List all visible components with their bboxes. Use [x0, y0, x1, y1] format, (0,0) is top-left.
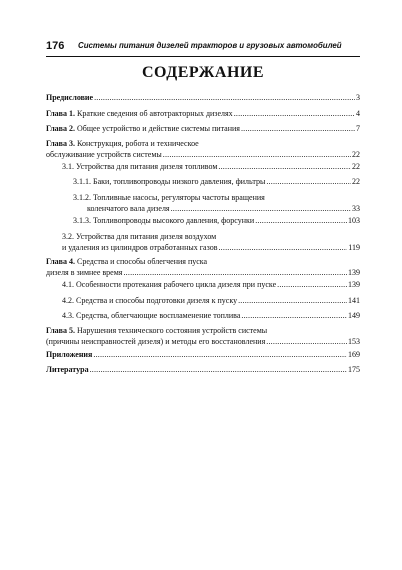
toc-text: 3.1.1. Баки, топливопроводы низкого давления, фильтры	[73, 177, 266, 186]
toc-text: 4.3. Средства, облегчающие воспламенение топлива	[62, 311, 241, 320]
toc-page: 153	[348, 337, 360, 346]
toc-page: 22	[352, 177, 360, 186]
toc-text: Нарушения технического состояния устройств системы	[77, 326, 268, 335]
toc-text: 3.1.3. Топливопроводы высокого давления, форсунки	[73, 216, 255, 225]
toc-leader	[266, 176, 351, 187]
toc-text: 4.1. Особенности протекания рабочего цикла дизеля при пуске	[62, 280, 277, 289]
toc-text-continued: коленчатого вала дизеля	[87, 204, 170, 213]
toc-page: 169	[348, 350, 360, 359]
toc-leader	[90, 364, 347, 375]
toc-entry-chapter-4	[46, 256, 360, 278]
toc-leader	[234, 108, 355, 119]
toc-entry-appendices	[46, 349, 360, 360]
toc-page: 139	[348, 268, 360, 277]
toc-label: Предисловие	[46, 93, 94, 102]
page-number: 176	[46, 40, 65, 52]
toc-page: 103	[348, 216, 360, 225]
toc-text: Средства и способы облегчения пуска	[77, 257, 208, 266]
toc-page: 7	[356, 124, 360, 133]
toc-page: 139	[348, 280, 360, 289]
toc-text: 3.1.2. Топливные насосы, регуляторы частоты вращения	[73, 193, 265, 202]
toc-page: 119	[348, 243, 360, 252]
toc-label: Глава 3.	[46, 139, 75, 148]
toc-text: 3.2. Устройства для питания дизеля воздухом	[62, 232, 217, 241]
toc-entry-section-3-1-1	[73, 176, 360, 187]
toc-leader	[218, 242, 347, 253]
toc-leader	[123, 267, 347, 278]
toc-page: 3	[356, 93, 360, 102]
toc-leader	[218, 161, 351, 172]
toc-entry-section-3-1-2	[73, 192, 360, 214]
toc-text: Краткие сведения об автотракторных дизелях	[77, 109, 233, 118]
toc-leader	[171, 203, 351, 214]
toc-leader	[241, 123, 355, 134]
toc-text-continued: и удаления из цилиндров отработанных газов	[62, 243, 218, 252]
toc-entry-section-3-1	[62, 161, 360, 172]
toc-text: Конструкция, робота и техническое	[77, 139, 199, 148]
toc-entry-preface	[46, 92, 360, 103]
toc-leader	[94, 92, 355, 103]
toc-leader	[255, 215, 347, 226]
toc-entry-section-3-1-3	[73, 215, 360, 226]
toc-text: 4.2. Средства и способы подготовки дизеля к пуску	[62, 296, 238, 305]
toc-leader	[266, 336, 347, 347]
toc-leader	[163, 149, 351, 160]
toc-entry-section-4-3	[62, 310, 360, 321]
toc-page: 175	[348, 365, 360, 374]
toc-entry-chapter-2	[46, 123, 360, 134]
toc-entry-section-4-1	[62, 279, 360, 290]
toc-page: 22	[352, 162, 360, 171]
toc-label: Глава 1.	[46, 109, 75, 118]
toc-label: Глава 2.	[46, 124, 75, 133]
toc-label: Литература	[46, 365, 89, 374]
toc-entry-section-4-2	[62, 295, 360, 306]
toc-label: Глава 5.	[46, 326, 75, 335]
toc-leader	[241, 310, 347, 321]
page-title: СОДЕРЖАНИЕ	[141, 64, 265, 81]
toc-label: Приложения	[46, 350, 93, 359]
toc-text: 3.1. Устройства для питания дизеля топливом	[62, 162, 218, 171]
toc-page: 149	[348, 311, 360, 320]
running-title: Системы питания дизелей тракторов и грузовых автомобилей	[78, 41, 342, 50]
toc-label: Глава 4.	[46, 257, 75, 266]
toc-entry-chapter-5	[46, 325, 360, 347]
toc-text: Общее устройство и действие системы питания	[77, 124, 240, 133]
toc-leader	[238, 295, 347, 306]
toc-leader	[93, 349, 347, 360]
toc-entry-references	[46, 364, 360, 375]
toc-text-continued: обслуживание устройств системы	[46, 150, 162, 159]
toc-page: 141	[348, 296, 360, 305]
toc-page: 22	[352, 150, 360, 159]
toc-entry-chapter-3	[46, 138, 360, 160]
toc-page: 33	[352, 204, 360, 213]
toc-leader	[277, 279, 347, 290]
toc-text-continued: (причины неисправностей дизеля) и методы его восстановления	[46, 337, 266, 346]
toc-entry-chapter-1	[46, 108, 360, 119]
toc-text-continued: дизеля в зимнее время	[46, 268, 123, 277]
toc-entry-section-3-2	[62, 231, 360, 253]
toc-page: 4	[356, 109, 360, 118]
